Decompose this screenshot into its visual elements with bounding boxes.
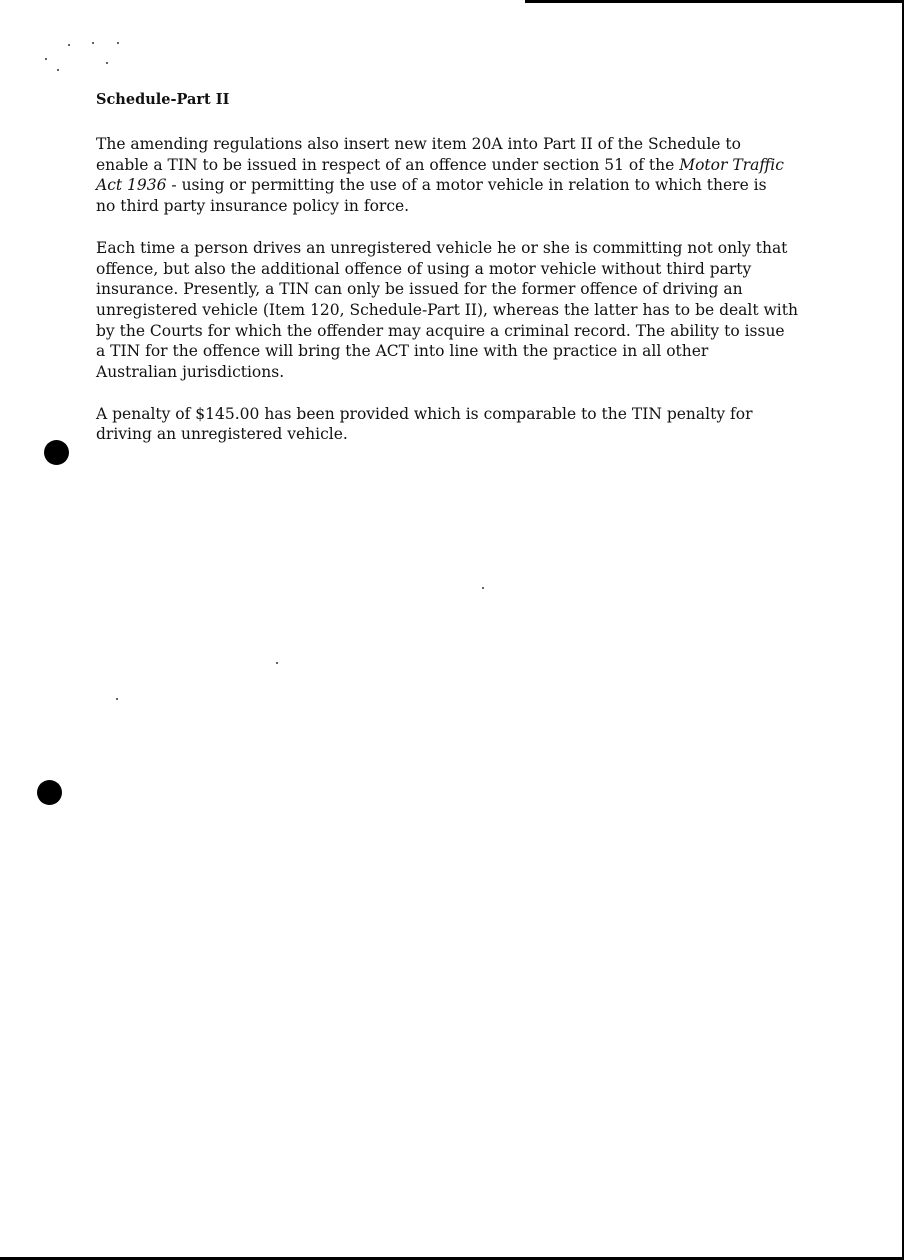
scan-speck (106, 62, 108, 64)
text-line: A penalty of $145.00 has been provided which is comparable to the TIN penalty for (96, 404, 753, 423)
act-title-fragment: Motor Traffic (679, 155, 784, 174)
scan-speck (68, 44, 70, 46)
text-line: insurance. Presently, a TIN can only be issued for the former offence of driving an (96, 280, 743, 299)
paragraph-item-20a (96, 134, 846, 217)
scan-speck (117, 42, 119, 44)
section-heading: Schedule-Part II (96, 91, 230, 108)
text-fragment: - using or permitting the use of a motor vehicle in relation to which there is (166, 176, 767, 195)
document-page (96, 90, 846, 445)
scan-speck (45, 58, 47, 60)
text-line: The amending regulations also insert new item 20A into Part II of the Schedule to (96, 135, 741, 153)
text-line: unregistered vehicle (Item 120, Schedule-Part II), whereas the latter has to be dealt with (96, 300, 798, 319)
punch-hole-top (44, 440, 69, 465)
scan-speck (116, 698, 118, 700)
act-title-fragment: Act 1936 (96, 176, 167, 195)
scan-speck (276, 662, 278, 664)
paragraph-penalty (96, 404, 846, 445)
text-line: driving an unregistered vehicle. (96, 425, 348, 444)
scan-speck (482, 587, 484, 589)
text-line (96, 155, 846, 176)
scan-speck (92, 42, 94, 44)
text-fragment: enable a TIN to be issued in respect of an offence under section 51 of the (96, 155, 680, 174)
scan-top-border (525, 0, 904, 3)
punch-hole-bottom (37, 780, 62, 805)
text-line (96, 175, 846, 196)
text-line: by the Courts for which the offender may acquire a criminal record. The ability to issue (96, 321, 785, 340)
text-line: offence, but also the additional offence of using a motor vehicle without third party (96, 259, 752, 278)
text-line: a TIN for the offence will bring the ACT into line with the practice in all other (96, 342, 709, 361)
paragraph-unregistered-vehicle (96, 238, 846, 383)
text-line: no third party insurance policy in force. (96, 197, 410, 216)
scan-speck (57, 69, 59, 71)
text-line: Australian jurisdictions. (96, 363, 285, 382)
text-line: Each time a person drives an unregistered vehicle he or she is committing not only that (96, 238, 788, 257)
